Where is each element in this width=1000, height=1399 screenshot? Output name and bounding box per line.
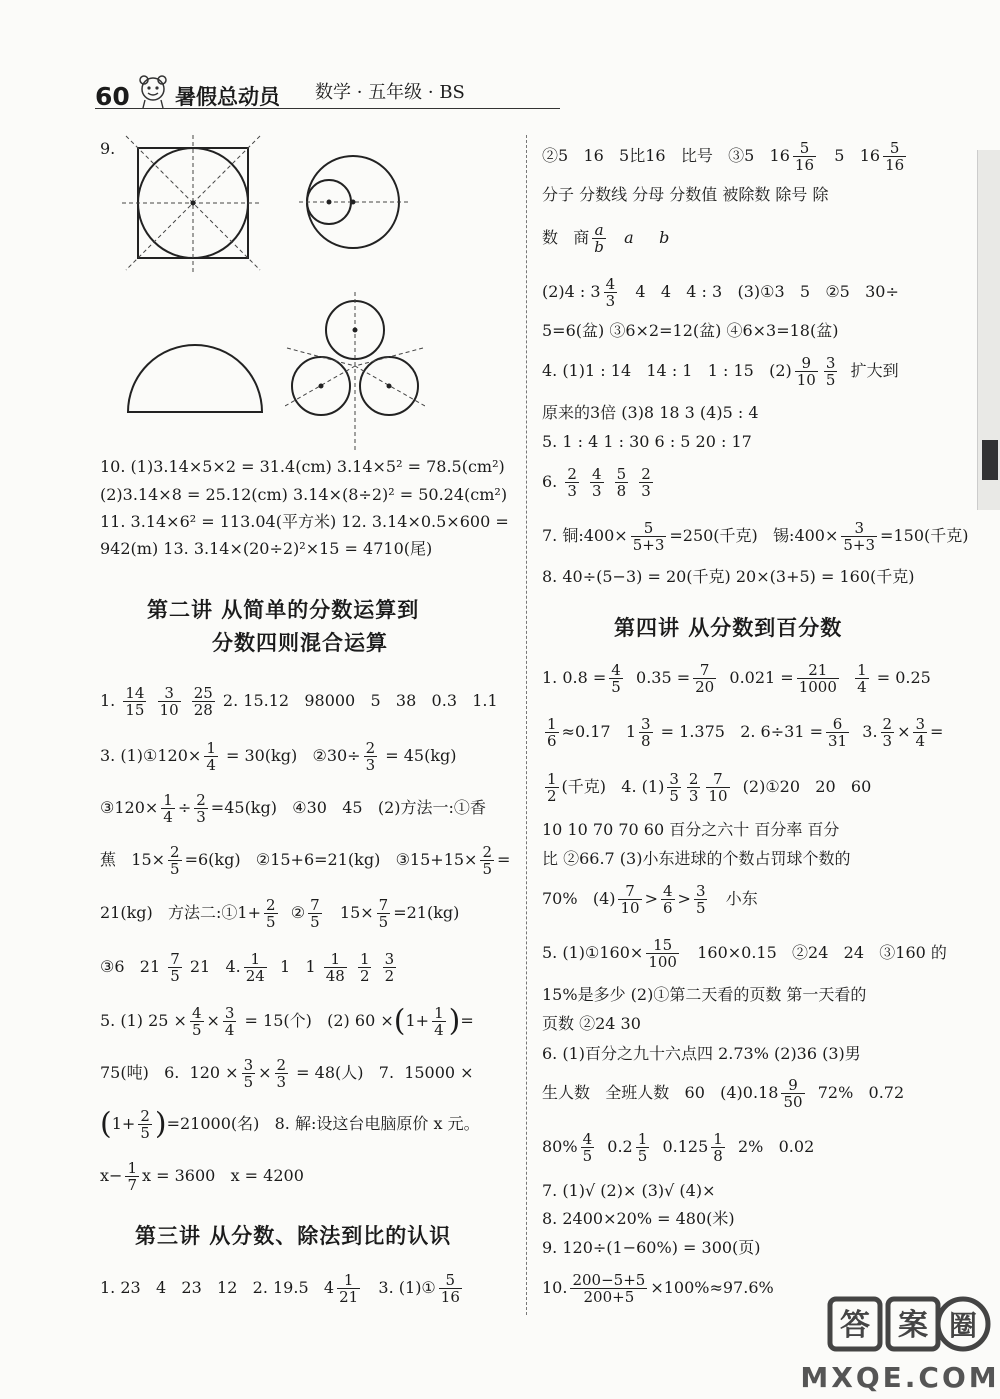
r-line14: $\frac{1}{2}$ (千克) 4. (1) $\frac{3}{5}$ $\frac{2}{3}$ $\frac{7}{10}$ (2)①20 20 60 <box>547 770 872 805</box>
fraction: $\frac{3}{5}$ <box>695 882 706 917</box>
fraction: $\frac{2}{3}$ <box>641 465 651 500</box>
r-line26: 9. 120÷(1−60%) = 300(页) <box>542 1238 761 1257</box>
fraction: $\frac{5}{5+3}$ <box>632 519 665 554</box>
page-header <box>95 72 560 110</box>
fraction: $\frac{2}{3}$ <box>276 1056 287 1091</box>
fraction: $\frac{6}{31}$ <box>828 715 848 750</box>
q11-line2: 942(m) 13. 3.14×(20÷2)²×15 = 4710(尾) <box>100 539 433 558</box>
subject-label: 数学 · 五年级 · BS <box>315 82 465 103</box>
figure-semicircle <box>120 338 270 418</box>
r-line7: 原来的3倍 (3)8 18 3 (4)5 : 4 <box>542 403 759 422</box>
fraction: $\frac{2}{5}$ <box>170 843 180 878</box>
fraction: $\frac{2}{5}$ <box>482 843 492 878</box>
fraction: $\frac{5}{16}$ <box>885 139 905 174</box>
fraction: $\frac{1}{8}$ <box>713 1130 723 1165</box>
fraction: $\frac{1}{48}$ <box>325 950 345 985</box>
fraction: $\frac{1}{21}$ <box>339 1271 359 1306</box>
fraction: $\frac{3}{5}$ <box>669 770 679 805</box>
l2-q7-line: (1+ $\frac{2}{5}$ )=21000(名) 8. 解:设这台电脑原价 x 元。 <box>100 1106 480 1142</box>
fraction: $\frac{3}{5+3}$ <box>843 519 876 554</box>
r-line25: 8. 2400×20% = 480(米) <box>542 1209 735 1228</box>
fraction: $\frac{1}{2}$ <box>359 950 370 985</box>
figure-square-circle <box>120 135 262 277</box>
r-line23: 80% $\frac{4}{5}$ 0.2 $\frac{1}{5}$ 0.125 $\frac{1}{8}$ 2% 0.02 <box>542 1130 815 1165</box>
watermark-char-1: 答 <box>840 1308 870 1343</box>
fraction: $\frac{3}{5}$ <box>243 1056 254 1091</box>
r-line1: ②5 16 5比16 比号 ③5 16 $\frac{5}{16}$ 5 16 $\frac{5}{16}$ <box>542 139 905 174</box>
fraction: $\frac{3}{4}$ <box>915 715 926 750</box>
l2-q8-line: x− $\frac{1}{7}$ x = 3600 x = 4200 <box>100 1159 304 1194</box>
fraction: $\frac{25}{28}$ <box>193 684 213 719</box>
fraction: $\frac{5}{8}$ <box>616 465 627 500</box>
fraction: $\frac{7}{20}$ <box>695 661 715 696</box>
l2-q1: 1. $\frac{14}{15}$ $\frac{3}{10}$ $\frac{25}{28}$ 2. 15.12 98000 5 38 0.3 1.1 <box>100 684 498 719</box>
figure-three-circles <box>285 290 425 452</box>
fraction: $\frac{5}{16}$ <box>794 139 815 174</box>
fraction: $\frac{7}{5}$ <box>378 896 389 931</box>
fraction: $\frac{4}{5}$ <box>611 661 621 696</box>
fraction: $\frac{1}{4}$ <box>163 791 173 826</box>
header-rule <box>95 108 560 109</box>
lecture3-title: 第三讲 从分数、除法到比的认识 <box>135 1224 452 1248</box>
figure-tangent-circles <box>295 152 415 252</box>
l2-q5-line1: 5. (1) 25 × $\frac{4}{5}$ × $\frac{3}{4}$ = 15(个) (2) 60 ×(1+ $\frac{1}{4}$ )= <box>100 1003 474 1039</box>
r-line13: $\frac{1}{6}$ ≈0.17 1 $\frac{3}{8}$ = 1.375 2. 6÷31 = $\frac{6}{31}$ 3. $\frac{2}{3}$ × $\frac{3}{4}$ = <box>547 715 944 750</box>
fraction: $\frac{5}{16}$ <box>440 1271 460 1306</box>
fraction: $\frac{15}{100}$ <box>648 936 677 971</box>
lecture4-title: 第四讲 从分数到百分数 <box>614 616 843 640</box>
fraction: $\frac{4}{3}$ <box>605 275 616 310</box>
fraction: $\frac{1}{4}$ <box>857 661 867 696</box>
fraction: $\frac{7}{5}$ <box>170 950 180 985</box>
q10-line2: (2)3.14×8 = 25.12(cm) 3.14×(8÷2)² = 50.24(cm²) <box>100 485 508 504</box>
r-line17: 70% (4) $\frac{7}{10}$ > $\frac{4}{6}$ > $\frac{3}{5}$ 小东 <box>542 882 758 917</box>
r-line4: (2)4 : 3 $\frac{4}{3}$ 4 4 4 : 3 (3)①3 5 ②5 30÷ <box>542 275 899 310</box>
fraction: $\frac{4}{5}$ <box>191 1004 202 1039</box>
fraction: $\frac{a}{b}$ <box>594 221 604 256</box>
fraction: $\frac{1}{4}$ <box>434 1004 444 1039</box>
fraction: $\frac{1}{4}$ <box>206 739 216 774</box>
fraction: $\frac{7}{5}$ <box>310 896 320 931</box>
r-line2: 分子 分数线 分母 分数值 被除数 除号 除 <box>542 185 829 204</box>
r-line19: 15%是多少 (2)①第二天看的页数 第一天看的 <box>542 985 867 1004</box>
r-line22: 生人数 全班人数 60 (4)0.18 $\frac{9}{50}$ 72% 0.72 <box>542 1076 905 1111</box>
fraction: $\frac{7}{10}$ <box>620 882 640 917</box>
fraction: $\frac{4}{3}$ <box>592 465 602 500</box>
fraction: $\frac{1}{2}$ <box>547 770 557 805</box>
fraction: $\frac{3}{8}$ <box>641 715 651 750</box>
r-line5: 5=6(盆) ③6×2=12(盆) ④6×3=18(盆) <box>542 321 839 340</box>
q11-line1: 11. 3.14×6² = 113.04(平方米) 12. 3.14×0.5×600 = <box>100 512 509 531</box>
fraction: $\frac{2}{3}$ <box>365 739 376 774</box>
l2-q3-line1: 3. (1)①120× $\frac{1}{4}$ = 30(kg) ②30÷ $\frac{2}{3}$ = 45(kg) <box>100 739 457 774</box>
watermark-char-2: 案 <box>898 1308 928 1343</box>
watermark-char-3: 圈 <box>948 1309 978 1342</box>
watermark-logo <box>800 1289 1000 1399</box>
fraction: $\frac{1}{6}$ <box>547 715 557 750</box>
r-line21: 6. (1)百分之九十六点四 2.73% (2)36 (3)男 <box>542 1044 861 1063</box>
fraction: $\frac{1}{24}$ <box>245 950 265 985</box>
fraction: $\frac{1}{5}$ <box>637 1130 648 1165</box>
l2-q3-line3: 蕉 15× $\frac{2}{5}$ =6(kg) ②15+6=21(kg) ③15+15× $\frac{2}{5}$ = <box>100 843 511 878</box>
fraction: $\frac{3}{4}$ <box>224 1004 235 1039</box>
r-line16: 比 ②66.7 (3)小东进球的个数占罚球个数的 <box>542 849 851 868</box>
page-number: 60 <box>95 82 130 111</box>
watermark-url: MXQE.COM <box>800 1361 1000 1394</box>
r-line15: 10 10 70 70 60 百分之六十 百分率 百分 <box>542 820 840 839</box>
page-edge-mark <box>982 440 998 480</box>
fraction: $\frac{7}{10}$ <box>708 770 728 805</box>
fraction: $\frac{2}{5}$ <box>140 1107 150 1142</box>
r-line18: 5. (1)①160× $\frac{15}{100}$ 160×0.15 ②24 24 ③160 的 <box>542 936 947 971</box>
r-line10: 7. 铜:400× $\frac{5}{5+3}$ =250(千克) 锡:400× $\frac{3}{5+3}$ =150(千克) <box>542 519 969 554</box>
fraction: $\frac{3}{2}$ <box>384 950 395 985</box>
fraction: $\frac{2}{3}$ <box>196 791 206 826</box>
fraction: $\frac{2}{3}$ <box>882 715 893 750</box>
l3-q1-line: 1. 23 4 23 12 2. 19.5 4 $\frac{1}{21}$ 3. (1)① $\frac{5}{16}$ <box>100 1271 460 1306</box>
fraction: $\frac{9}{10}$ <box>796 354 816 389</box>
fraction: $\frac{2}{3}$ <box>688 770 699 805</box>
fraction: $\frac{4}{5}$ <box>582 1130 593 1165</box>
r-line24: 7. (1)√ (2)× (3)√ (4)× <box>542 1181 716 1200</box>
q9-label: 9. <box>100 139 116 158</box>
l2-q3-line4: 21(kg) 方法二:①1+ $\frac{2}{5}$ ② $\frac{7}{5}$ 15× $\frac{7}{5}$ =21(kg) <box>100 896 460 931</box>
fraction: $\frac{3}{5}$ <box>825 354 836 389</box>
r-line3: 数 商 $\frac{a}{b}$ a b <box>542 221 670 256</box>
fraction: $\frac{14}{15}$ <box>125 684 145 719</box>
q10-line1: 10. (1)3.14×5×2 = 31.4(cm) 3.14×5² = 78.5(cm²) <box>100 457 505 476</box>
r-line11: 8. 40÷(5−3) = 20(千克) 20×(3+5) = 160(千克) <box>542 567 915 586</box>
l2-q6-line: 75(吨) 6. 120 × $\frac{3}{5}$ × $\frac{2}{3}$ = 48(人) 7. 15000 × <box>100 1056 474 1091</box>
r-line9: 6. $\frac{2}{3}$ $\frac{4}{3}$ $\frac{5}{8}$ $\frac{2}{3}$ <box>542 465 651 500</box>
r-line27: 10. $\frac{200-5+5}{200+5}$ ×100%≈97.6% <box>542 1271 774 1306</box>
r-line20: 页数 ②24 30 <box>542 1014 641 1033</box>
fraction: $\frac{21}{1000}$ <box>798 661 837 696</box>
l2-q3-line2: ③120× $\frac{1}{4}$ ÷ $\frac{2}{3}$ =45(kg) ④30 45 (2)方法一:①香 <box>100 791 486 826</box>
fraction: $\frac{200-5+5}{200+5}$ <box>572 1271 646 1306</box>
series-title: 暑假总动员 <box>175 85 280 109</box>
l2-q3-line5: ③6 21 $\frac{7}{5}$ 21 4. $\frac{1}{24}$ 1 1 $\frac{1}{48}$ $\frac{1}{2}$ $\frac{3}{2}$ <box>100 950 395 985</box>
fraction: $\frac{9}{50}$ <box>783 1076 803 1111</box>
column-divider <box>526 135 527 1315</box>
mascot-icon <box>135 72 171 110</box>
lecture2-title-line1: 第二讲 从简单的分数运算到 <box>147 598 420 622</box>
lecture2-title-line2: 分数四则混合运算 <box>212 631 388 655</box>
fraction: $\frac{2}{3}$ <box>567 465 577 500</box>
fraction: $\frac{3}{10}$ <box>159 684 179 719</box>
r-line6: 4. (1)1 : 14 14 : 1 1 : 15 (2) $\frac{9}{10}$ $\frac{3}{5}$ 扩大到 <box>542 354 899 389</box>
fraction: $\frac{1}{7}$ <box>127 1159 137 1194</box>
fraction: $\frac{4}{6}$ <box>662 882 673 917</box>
r-line12: 1. 0.8 = $\frac{4}{5}$ 0.35 = $\frac{7}{20}$ 0.021 = $\frac{21}{1000}$ $\frac{1}{4}$ = 0.25 <box>542 661 931 696</box>
fraction: $\frac{2}{5}$ <box>266 896 276 931</box>
r-line8: 5. 1 : 4 1 : 30 6 : 5 20 : 17 <box>542 432 752 451</box>
